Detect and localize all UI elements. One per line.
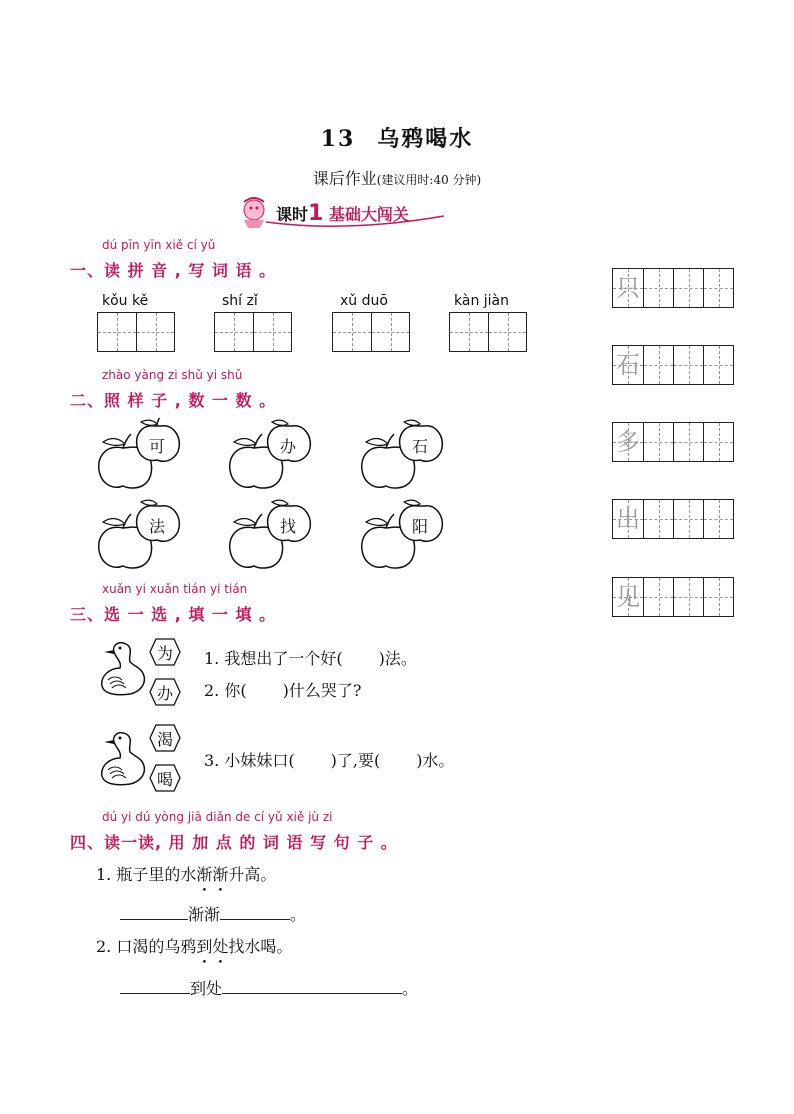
duck-icon: [96, 638, 148, 698]
banner-text: 课时1 基础大闯关: [276, 201, 409, 226]
lesson-number: 13: [320, 126, 356, 152]
option-character: 办: [157, 684, 174, 703]
apple-pair: [358, 498, 468, 570]
apple-pair: [95, 498, 205, 570]
lesson-banner: [236, 196, 448, 230]
answer-line-2[interactable]: 到处 。: [120, 976, 418, 999]
writing-grid[interactable]: [449, 312, 527, 352]
apple-pair: [358, 418, 468, 490]
word-pinyin: kǒu kě: [102, 293, 149, 309]
option-character: 为: [157, 644, 174, 663]
writing-grid[interactable]: [97, 312, 175, 352]
example-sentence-1: 1. 瓶子里的水渐渐升高。: [96, 865, 277, 884]
trace-character: 出: [616, 505, 640, 533]
answer-line-1[interactable]: 渐渐 。: [120, 902, 306, 925]
copybook-row[interactable]: [612, 345, 734, 385]
apple-character: 阳: [412, 517, 429, 536]
apple-character: 办: [280, 437, 297, 456]
word-pinyin: xǔ duō: [340, 293, 388, 309]
section1-heading: 一、读 拼 音 , 写 词 语 。: [70, 261, 277, 280]
subtitle-main: 课后作业: [312, 169, 377, 188]
copybook-row[interactable]: [612, 268, 734, 308]
option-character: 喝: [157, 770, 174, 789]
page-title: [0, 122, 794, 153]
subtitle: [0, 166, 794, 189]
section3-heading: 三、选 一 选 , 填 一 填 。: [70, 605, 277, 624]
apple-character: 找: [280, 517, 297, 536]
section2-heading: 二、照 样 子 , 数 一 数 。: [70, 391, 277, 410]
copybook-row[interactable]: [612, 422, 734, 462]
writing-grid[interactable]: [332, 312, 410, 352]
lesson-title: 乌鸦喝水: [377, 126, 474, 152]
trace-character: 只: [616, 274, 640, 302]
fill-sentence: 3. 小妹妹口( )了,要( )水。: [204, 751, 455, 770]
section1-pinyin: dú pīn yīn xiě cí yǔ: [102, 238, 216, 252]
subtitle-note: (建议用时:40 分钟): [376, 173, 482, 187]
fill-sentence: 2. 你( )什么哭了?: [204, 681, 362, 700]
apple-pair: [226, 418, 336, 490]
apple-character: 石: [412, 437, 429, 456]
trace-character: 多: [616, 428, 640, 456]
example-sentence-2: 2. 口渴的乌鸦到处找水喝。: [96, 937, 293, 956]
section3-pinyin: xuǎn yi xuǎn tián yi tián: [102, 582, 248, 596]
apple-character: 可: [149, 437, 166, 456]
word-pinyin: shí zǐ: [222, 293, 258, 309]
apple-pair: [95, 418, 205, 490]
section4-heading: 四、读一读, 用 加 点 的 词 语 写 句 子 。: [70, 833, 398, 852]
option-character: 渴: [157, 730, 174, 749]
duck-icon: [96, 728, 148, 788]
copybook-row[interactable]: [612, 499, 734, 539]
word-pinyin: kàn jiàn: [454, 293, 509, 309]
writing-grid[interactable]: [214, 312, 292, 352]
section2-pinyin: zhào yàng zi shǔ yi shǔ: [102, 368, 243, 382]
fill-sentence: 1. 我想出了一个好( )法。: [204, 649, 417, 668]
trace-character: 见: [616, 583, 640, 611]
apple-pair: [226, 498, 336, 570]
apple-character: 法: [149, 517, 166, 536]
trace-character: 石: [616, 351, 640, 379]
copybook-row[interactable]: [612, 577, 734, 617]
section4-pinyin: dú yi dú yòng jiā diǎn de cí yǔ xiě jù zi: [102, 810, 333, 824]
